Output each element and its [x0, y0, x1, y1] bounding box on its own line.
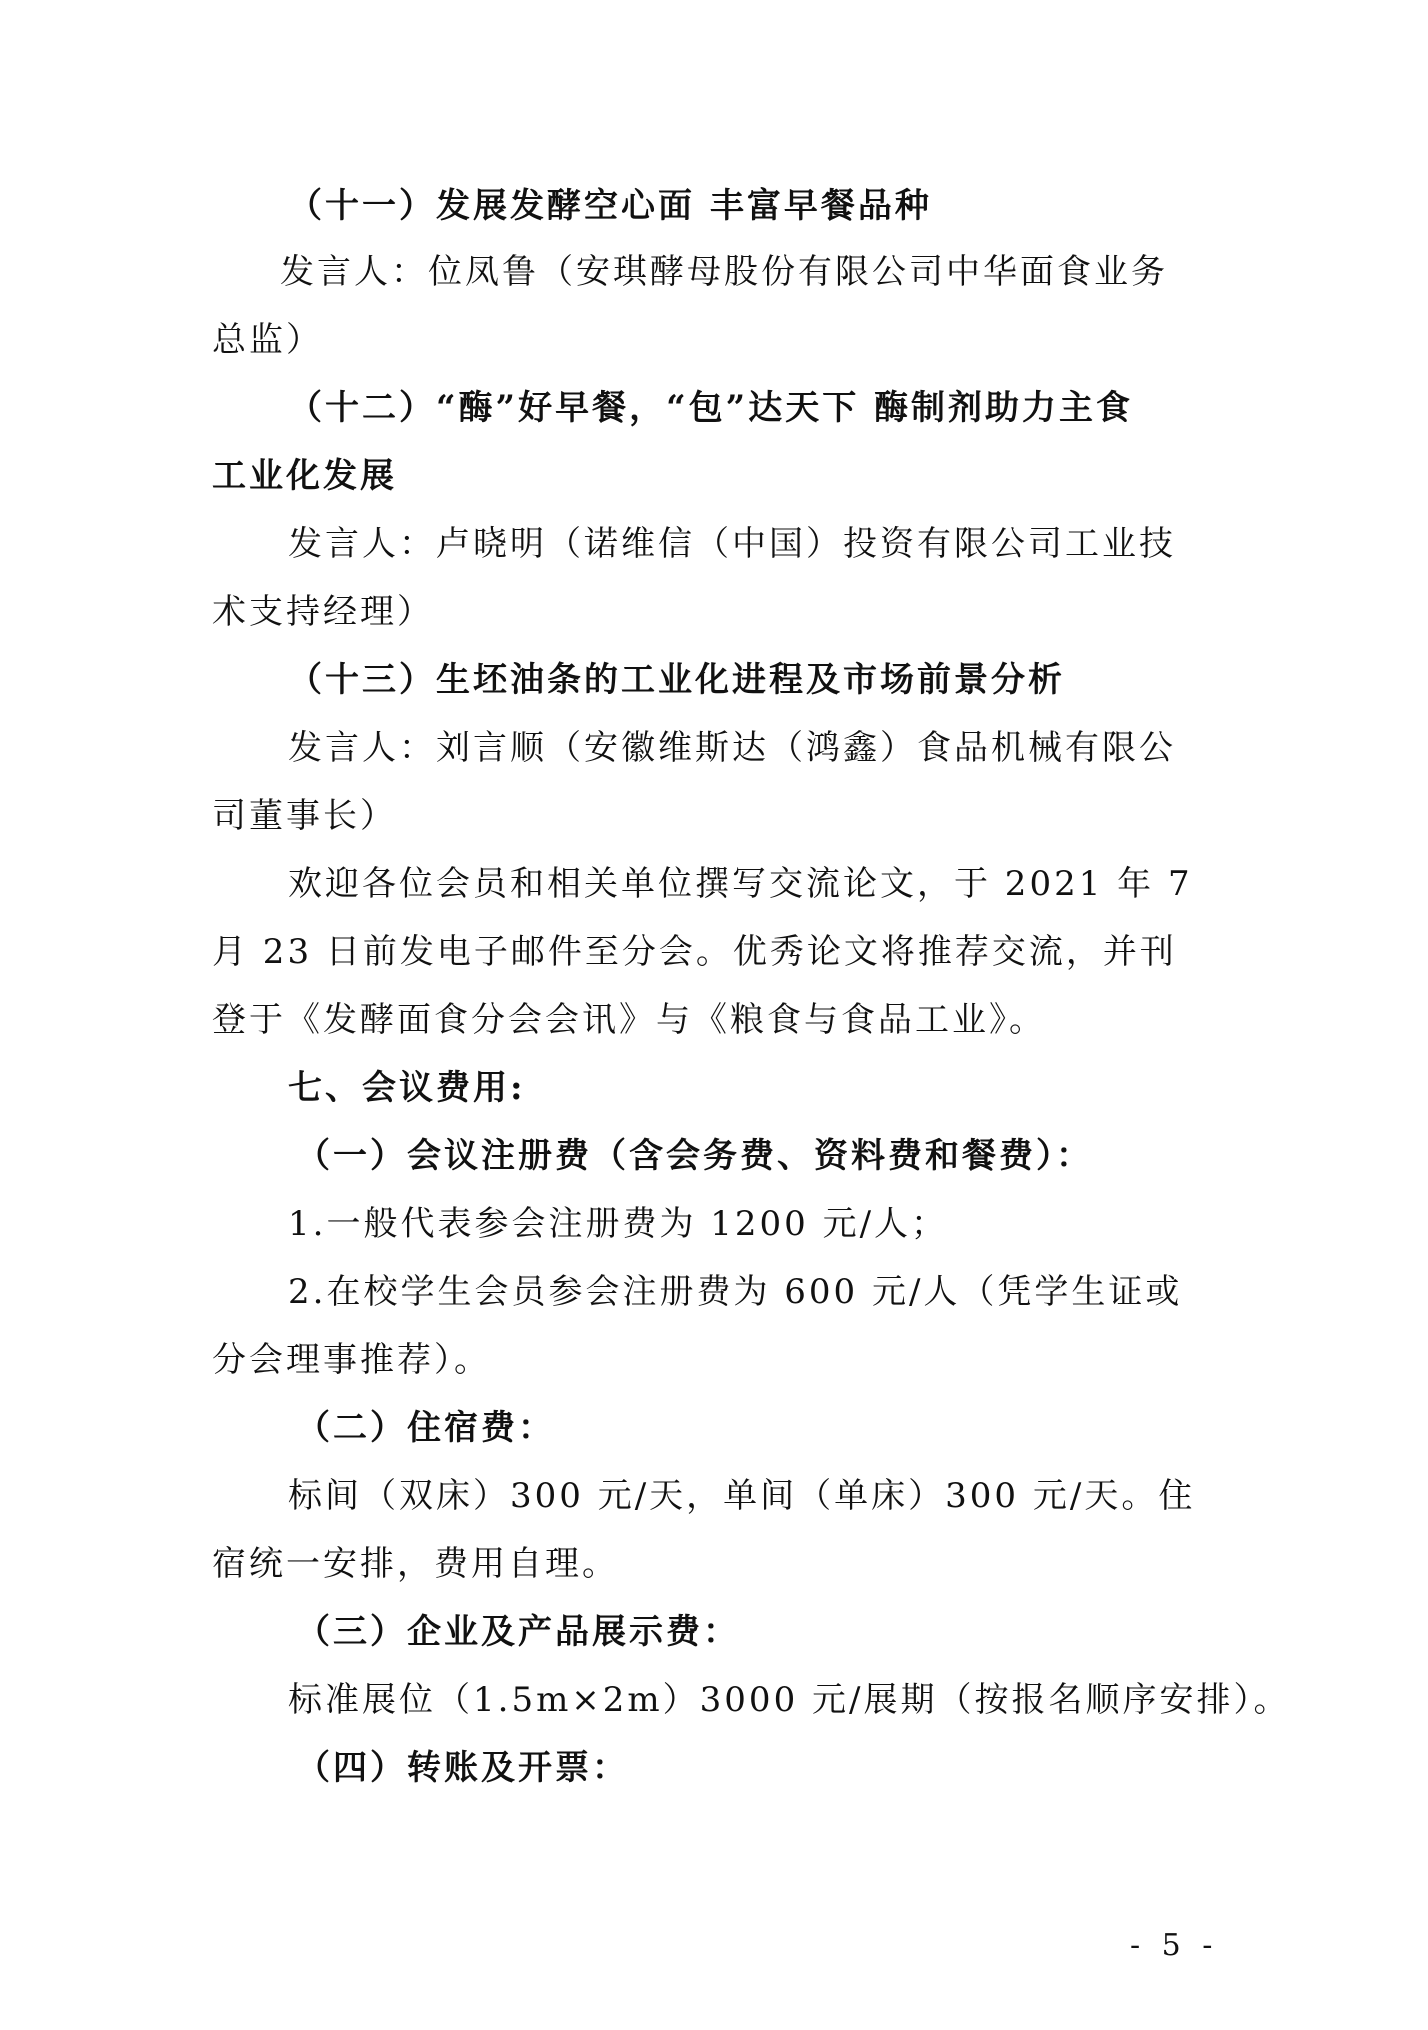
exhibition-fee-detail: 标准展位（1.5m×2m）3000 元/展期（按报名顺序安排）。 [288, 1680, 1291, 1720]
student-fee-item-cont: 分会理事推荐）。 [212, 1340, 491, 1380]
section-seven-heading: 七、会议费用: [288, 1068, 526, 1108]
lodging-fee-detail-cont: 宿统一安排，费用自理。 [212, 1544, 619, 1584]
speaker-line-thirteen: 发言人：刘言顺（安徽维斯达（鸿鑫）食品机械有限公 [288, 728, 1176, 768]
speaker-line-twelve-cont: 术支持经理） [212, 592, 434, 632]
speaker-line-thirteen-cont: 司董事长） [212, 796, 397, 836]
paper-call-line-3: 登于《发酵面食分会会讯》与《粮食与食品工业》。 [212, 1000, 1046, 1040]
transfer-invoice-heading: （四）转账及开票： [296, 1748, 629, 1788]
paper-call-line-2: 月 23 日前发电子邮件至分会。优秀论文将推荐交流，并刊 [212, 932, 1177, 972]
speaker-line-eleven: 发言人：位凤鲁（安琪酵母股份有限公司中华面食业务 [280, 252, 1168, 292]
registration-fee-heading: （一）会议注册费（含会务费、资料费和餐费）： [296, 1136, 1093, 1176]
student-fee-item: 2.在校学生会员参会注册费为 600 元/人（凭学生证或 [288, 1272, 1183, 1312]
lodging-fee-heading: （二）住宿费： [296, 1408, 555, 1448]
heading-twelve: （十二）“酶”好早餐，“包”达天下 酶制剂助力主食 [288, 388, 1134, 428]
heading-eleven: （十一）发展发酵空心面 丰富早餐品种 [288, 186, 932, 226]
heading-thirteen: （十三）生坯油条的工业化进程及市场前景分析 [288, 660, 1065, 700]
speaker-line-eleven-cont: 总监） [212, 320, 323, 360]
lodging-fee-detail: 标间（双床）300 元/天，单间（单床）300 元/天。住 [288, 1476, 1196, 1516]
exhibition-fee-heading: （三）企业及产品展示费： [296, 1612, 740, 1652]
paper-call-line-1: 欢迎各位会员和相关单位撰写交流论文，于 2021 年 7 [288, 864, 1193, 904]
speaker-line-twelve: 发言人：卢晓明（诺维信（中国）投资有限公司工业技 [288, 524, 1176, 564]
general-fee-item: 1.一般代表参会注册费为 1200 元/人； [288, 1204, 949, 1244]
heading-twelve-cont: 工业化发展 [212, 456, 397, 496]
page-number: - 5 - [1130, 1928, 1219, 1963]
